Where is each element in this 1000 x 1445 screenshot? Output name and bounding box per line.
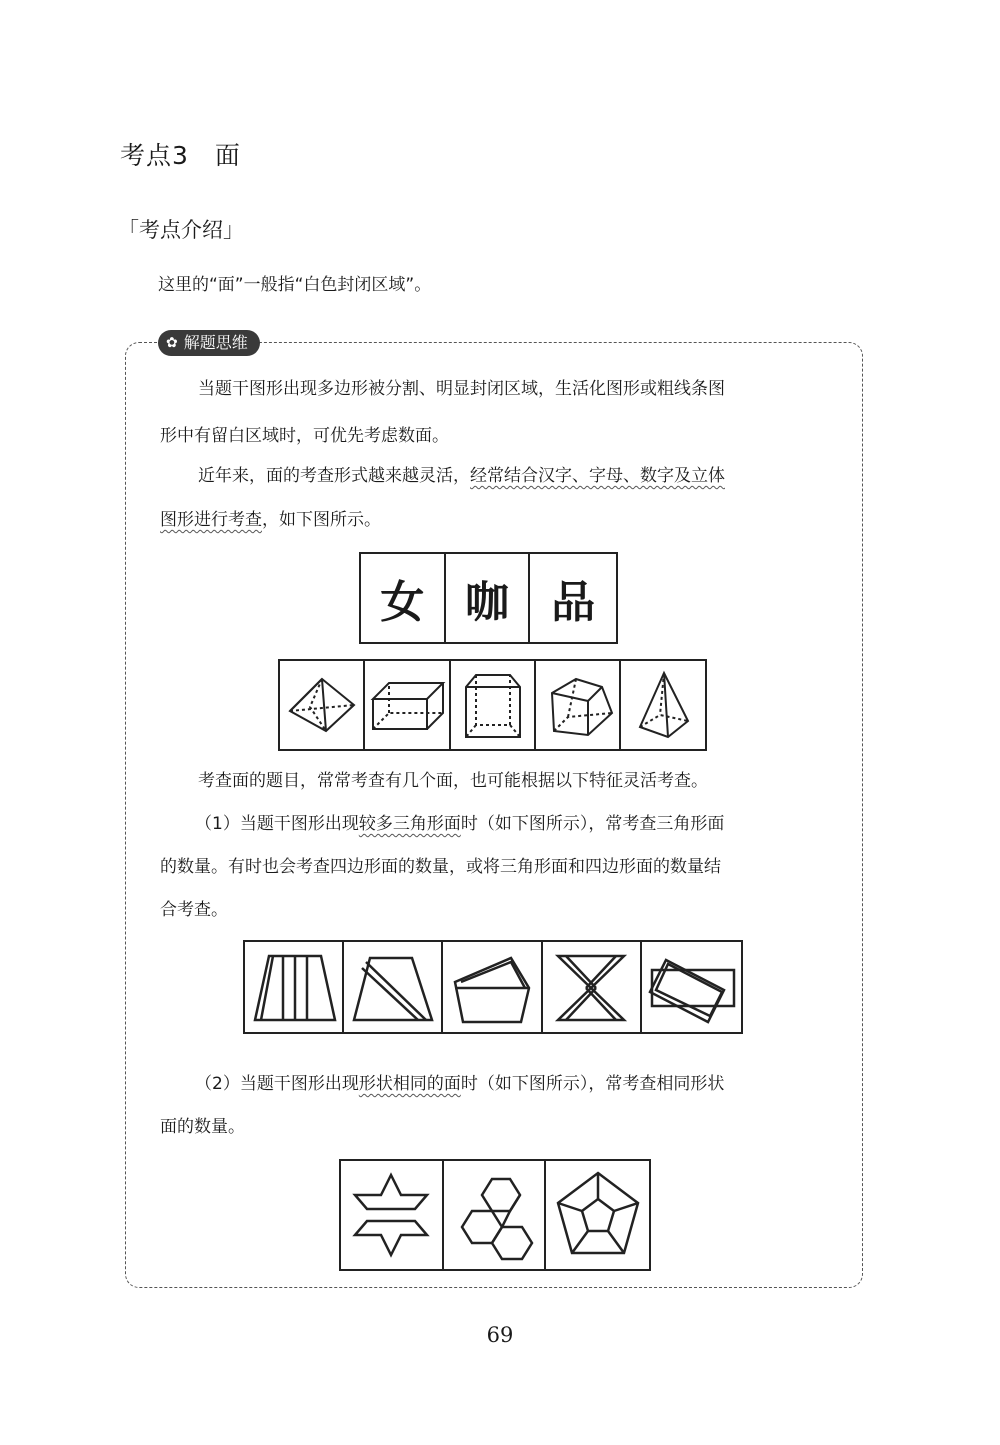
trapezoid-split-icon (247, 944, 341, 1030)
same-shape-cell (546, 1161, 649, 1269)
item2-emphasis: 形状相同的面 (358, 1074, 461, 1094)
dodecahedron-icon (550, 1165, 646, 1265)
overlapping-rects-icon (644, 944, 738, 1030)
octahedron-icon (282, 665, 362, 745)
para3: 考查面的题目，常常考查有几个面，也可能根据以下特征灵活考查。 (198, 771, 708, 791)
char-ka: 咖 (465, 577, 510, 628)
item1-line2: 的数量。有时也会考查四边形面的数量，或将三角形面和四边形面的数量结 (160, 857, 721, 877)
prism-icon (458, 665, 528, 745)
para2-line1-plain: 近年来，面的考查形式越来越灵活， (198, 466, 470, 486)
para2-line1-emphasis: 经常结合汉字、字母、数字及立体 (470, 466, 725, 486)
character-figures (359, 552, 618, 644)
callout-badge-label: 解题思维 (183, 333, 248, 352)
triangle-cell (443, 942, 542, 1032)
char-cell (530, 554, 616, 642)
pyramid-icon (628, 665, 698, 745)
solid-cell (365, 661, 451, 749)
same-shape-cell (341, 1161, 444, 1269)
char-cell (446, 554, 531, 642)
truncated-solid-icon (538, 665, 618, 745)
char-pin: 品 (551, 577, 596, 628)
solid-cell (451, 661, 536, 749)
hexagons-icon (446, 1165, 542, 1265)
pentagon-overlap-icon (445, 944, 539, 1030)
intro-text: 这里的“面”一般指“白色封闭区域”。 (158, 275, 432, 295)
triangle-cell (543, 942, 642, 1032)
triangle-cell (245, 942, 344, 1032)
item2-prefix: （2）当题干图形出现 (195, 1074, 359, 1094)
para2-line2-plain: ，如下图所示。 (262, 510, 381, 530)
triangle-figures (243, 940, 743, 1034)
triangle-cell (344, 942, 443, 1032)
char-cell (361, 554, 446, 642)
para1-line1: 当题干图形出现多边形被分割、明显封闭区域，生活化图形或粗线条图 (198, 379, 725, 399)
solid-cell (621, 661, 705, 749)
para2-line2 (160, 508, 381, 532)
triangle-cell (642, 942, 741, 1032)
para2-line1 (198, 464, 725, 488)
same-shape-figures (339, 1159, 651, 1271)
item2-line2: 面的数量。 (160, 1117, 245, 1137)
para2-line2-emphasis: 图形进行考查 (160, 510, 262, 530)
split-star-icon (343, 1165, 439, 1265)
page-number: 69 (486, 1323, 514, 1347)
item1-prefix: （1）当题干图形出现 (195, 814, 359, 834)
para1-line2: 形中有留白区域时，可优先考虑数面。 (160, 426, 449, 446)
solid-cell (536, 661, 621, 749)
section-title: 「考点介绍」 (118, 218, 244, 242)
page-title: 考点3 面 (120, 141, 241, 170)
callout-badge (158, 330, 260, 356)
solid-figures (278, 659, 707, 751)
same-shape-cell (444, 1161, 547, 1269)
hourglass-icon (544, 944, 638, 1030)
item1-suffix: 时（如下图所示），常考查三角形面 (460, 814, 725, 834)
item1-line1 (195, 812, 724, 836)
item2-suffix: 时（如下图所示），常考查相同形状 (460, 1074, 725, 1094)
item1-emphasis: 较多三角形面 (358, 814, 461, 834)
char-nv: 女 (380, 577, 425, 628)
item1-line3: 合考查。 (160, 900, 228, 920)
item2-line1 (195, 1072, 724, 1096)
solid-cell (280, 661, 365, 749)
parallelepiped-icon (365, 665, 449, 745)
trapezoid-diagonal-icon (346, 944, 440, 1030)
flower-icon: ✿ (166, 335, 178, 351)
